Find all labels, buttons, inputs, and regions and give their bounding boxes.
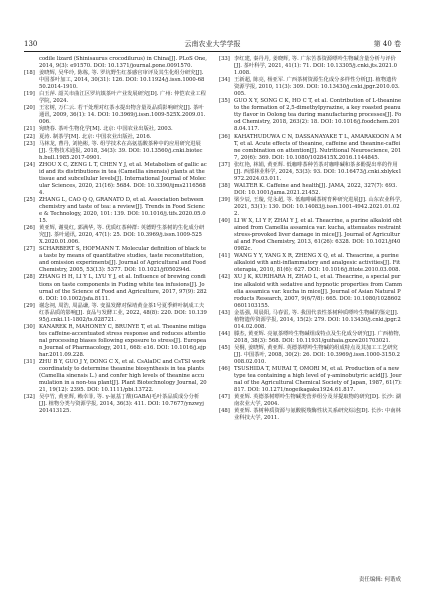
reference-item xyxy=(24,162,207,197)
reference-item xyxy=(219,274,402,309)
reference-item xyxy=(219,345,402,366)
reference-text: 黄亚辉, 谢曼红, 郭满华, 等. 优质红茶种群: 英德野生茶树的生化成分研究[J]. 茶叶通讯, 2020, 47(1): 25. DOI: 10.3969/j.issn.1009-525X.2020.01.006. xyxy=(39,225,205,246)
reference-item xyxy=(219,197,402,218)
reference-text: 吴亭竹, 黄亚辉, 赖幸菲, 等. γ-氨基丁酸(GABA)毛叶茶品质成分分析[J]. 植物分类与资源学报, 2014, 36(3): 411. DOI: 10.7677/ynzwyj201413125. xyxy=(39,394,204,415)
reference-item xyxy=(24,70,207,91)
reference-text: 吴桐, 姜晓辉, 黄亚辉. 英德茶嘌呤生物碱的组成特点及其加工工艺研究[J]. 中国茶叶, 2008, 30(2): 26. DOI: 10.3969/j.issn.1000-3150.2008.02.010. xyxy=(234,344,401,366)
reference-item xyxy=(24,91,207,105)
reference-number: [22] xyxy=(24,133,35,140)
reference-text: 李红建, 秦丹丹, 姜晓辉, 等. 广东苦茶资源嘌呤生物碱含量分析与评价[J]. 茶叶科学, 2021, 41(1): 71. DOI: 10.13305/j.cnki.jts.2021.01.008. xyxy=(234,56,398,77)
reference-item xyxy=(24,324,207,359)
reference-number: [39] xyxy=(219,196,230,203)
reference-text: ZHOU X C, ZENG L T, CHEN Y J, et al. Metabolism of gallic acid and its distributions in tea (Camellia sinensis) plants at the tissue and subcellular levels[J]. International Journal of Molecular Sciences, 2020, 21(16): 5684. DOI: 10.3390/ijms21165684. xyxy=(39,161,207,196)
reference-number: [29] xyxy=(24,302,35,309)
reference-text: ZHU B Y, GUO J Y, DONG C X, et al. CsAlaDC and CsTSI work coordinately to determine theanine biosynthesis in tea plants (Camellia sinensis L.) and confer high levels of theanine accumulation in a non-tea plant[J]. Plant Biotechnology Journal, 2021, 19(12): 2395. DOI: 10.1111/pbi.13722. xyxy=(39,359,207,394)
reference-item xyxy=(219,366,402,394)
reference-item xyxy=(24,126,207,133)
reference-number: [44] xyxy=(219,330,230,337)
reference-number: [19] xyxy=(24,91,35,98)
reference-item xyxy=(219,408,402,422)
references-left-column xyxy=(24,56,207,415)
reference-text: 马林龙, 曹丹, 刘艳彬, 等. 组学技术在高氨基酸茶种中的应用研究进展[J]. 生物技术通报, 2018, 34(3): 39. DOI: 10.13560/j.cnki.biotech.bull.1985.2017-0901. xyxy=(39,140,203,161)
reference-number: [43] xyxy=(219,309,230,316)
reference-number: [48] xyxy=(219,408,230,415)
reference-number: [31] xyxy=(24,359,35,366)
reference-number: [30] xyxy=(24,323,35,330)
reference-item xyxy=(219,253,402,274)
reference-number: [41] xyxy=(219,253,230,260)
page-number: 130 xyxy=(24,40,38,48)
reference-text: 夏涛. 制茶学[M]. 北京: 中国农业出版社, 2016. xyxy=(39,133,152,140)
reference-number: [27] xyxy=(24,246,35,253)
reference-number: [28] xyxy=(24,274,35,281)
reference-number: [45] xyxy=(219,344,230,351)
reference-item xyxy=(219,98,402,133)
reference-number: [26] xyxy=(24,225,35,232)
reference-number: [34] xyxy=(219,77,230,84)
reference-text: 王宏树, 万仁云. 若干处理对红茶水提出物含量及品质影响研究[J]. 茶叶通讯, 2009, 36(1): 14. DOI: 10.3969/j.issn.1009-525X.2009.01.006. xyxy=(39,105,206,126)
reference-text: SCHARBERT S, HOFMANN T. Molecular definition of black tea taste by means of quantitative studies, taste reconstitution, and omission experiments[J]. Journal of Agricultural and Food Chemistry, 2005, 53(13): 5377. DOI: 10.1021/jf050294d. xyxy=(39,246,207,274)
reference-text: codile lizard (Shinisaurus crocodilurus) in China[J]. PLoS One, 2014, 9(3): e91570. DOI: 10.1371/journal.pone.0091570. xyxy=(39,56,207,70)
reference-text: XU J K, KURIHARA H, ZHAO L, et al. Theacrine, a special purine alkaloid with sedative and hypnotic properties from Cammelia assamica var. kucha in mice[J]. Journal of Asian Natural Products Research, 2007, 9(6/7/8): 665. DOI: 10.1080/10286020601103155. xyxy=(234,274,402,309)
reference-item xyxy=(219,310,402,331)
reference-number: [46] xyxy=(219,366,230,373)
reference-text: 王新超, 陈亮, 杨亚军. 广西茶树资源生化成分多样性分析[J]. 植物遗传资源学报, 2010, 11(3): 309. DOI: 10.13430/j.cnki.jpgr.2010.03.005. xyxy=(234,77,400,98)
reference-text: 梁少辰, 王璇, 党永超, 等. 低咖啡碱茶树育种研究进展[J]. 山东农业科学, 2021, 53(1): 130. DOI: 10.14083/j.issn.1001-4942.2021.01.022. xyxy=(234,196,402,218)
reference-item xyxy=(24,274,207,302)
reference-text: ZHANG L, CAO Q Q, GRANATO D, et al. Association between chemistry and taste of tea: a review[J]. Trends in Food Science & Technology, 2020, 101: 139. DOI: 10.1016/j.tifs.2020.05.015. xyxy=(39,196,206,225)
reference-text: 张红艳, 林娟, 黄亚辉. 低咖啡茶种苦茶对咖啡碱和茶多酚提出率的作用[J]. 西部林业科学, 2024, 53(3): 93. DOI: 10.16473/j.cnki.xblykx1972.2024.03.011. xyxy=(234,161,402,182)
reference-number: [25] xyxy=(24,196,35,203)
reference-item xyxy=(24,303,207,324)
reference-number: [23] xyxy=(24,140,35,147)
reference-text: 宛晓春. 茶叶生物化学[M]. 北京: 中国农业出版社, 2003. xyxy=(39,126,173,133)
reference-item xyxy=(24,394,207,415)
reference-item xyxy=(24,141,207,162)
reference-number: [47] xyxy=(219,394,230,401)
reference-item xyxy=(219,394,402,408)
reference-item xyxy=(24,359,207,394)
running-header xyxy=(24,39,401,52)
reference-number: [24] xyxy=(24,161,35,168)
reference-text: 黄亚辉. 茶树种质资源与氨酸脱羧酶性状关系研究综述[D]. 长沙: 中南林业科技大学, 2011. xyxy=(234,408,401,422)
reference-item xyxy=(24,56,207,70)
reference-text: 姜晓辉, 吴华玲, 陈栋, 等. 罗坑野生红茶感官审评及其生化组分研究[J]. 中国茶叶加工, 2014, 30(31): 126. DOI: 10.11924/j.issn.1000-6850.2014-1910. xyxy=(39,70,205,91)
reference-number: [21] xyxy=(24,126,35,133)
reference-text: WANG Y Y, YANG X R, ZHENG X Q, et al. Theacrine, a purine alkaloid with anti-inflammatory and analgesic activities[J]. Fitoterapia, 2010, 81(6): 627. DOI: 10.1016/j.fitote.2010.03.008. xyxy=(234,253,401,274)
reference-text: 谢念祠, 周浩, 周晶谦, 等. 变温发酵对保靖黄金茶1号夏季鲜叶制成工夫红茶品质的影响[J]. 食品与发酵工业, 2022, 48(8): 220. DOI: 10.13995/j.cnki.11-1802/ts.028721. xyxy=(39,302,207,323)
reference-text: 滕杰, 黄亚辉. 亮氨茶嘌呤生物碱组成特点及生化成分研究[J]. 广西植物, 2018, 38(3): 568. DOI: 10.11931/guihaia.gxzw201703021. xyxy=(234,330,401,344)
volume-label: 第 40 卷 xyxy=(373,40,401,48)
reference-number: [20] xyxy=(24,105,35,112)
reference-text: LI W X, LI Y F, ZHAI Y J, et al. Theacrine, a purine alkaloid obtained from Camellia assamica var. kucha, attenuates restraint stress-provoked liver damage in mice[J]. Journal of Agricultural and Food Chemistry, 2013, 61(26): 6328. DOI: 10.1021/jf400982c. xyxy=(234,218,402,253)
reference-item xyxy=(219,56,402,77)
reference-number: [33] xyxy=(219,56,230,62)
reference-text: KANAREK R, MAHONEY C, BRUNYE T, et al. Theanine mitigates caffeine-accentuated stress response and reduces attentional processing biases following exposure to stress[J]. European Journal of Pharmacology, 2011, 668: e16. DOI: 10.1016/j.ejphar.2011.09.228. xyxy=(39,323,207,358)
reference-text: TSUSHIDA T, MURAI T, OMORI M, et al. Production of a new type tea containing a high level of γ-aminobutyric acid[J]. Journal of the Agricultural Chemical Society of Japan, 1987, 61(7): 817. DOI: 10.1271/nogeikagaku1924.61.817. xyxy=(234,366,402,394)
reference-text: KAHATHUDUWA C N, DASSANAYAKE T L, AMARAKOON A M T, et al. Acute effects of theanine, caffeine and theanine-caffeine combination on attention[J]. Nutritional Neuroscience, 2017, 20(6): 369. DOI: 10.1080/1028415X.2016.1144845. xyxy=(234,133,402,161)
reference-number: [42] xyxy=(219,274,230,281)
reference-item xyxy=(219,183,402,197)
responsible-editor: 责任编辑: 何谐成 xyxy=(358,577,401,583)
reference-text: GUO X Y, SONG C K, HO C T, et al. Contribution of L-theanine to the formation of 2,5-dimethylpyrazine, a key roasted peanutty flavor in Oolong tea during manufacturing processes[J]. Food Chemistry, 2018, 263(2): 18. DOI: 10.1016/j.foodchem.2018.04.117. xyxy=(234,98,402,133)
reference-item xyxy=(24,197,207,225)
reference-text: 黄亚辉. 英德茶树嘌呤生物碱类营养组分及芽提取物的研究[D]. 长沙: 湖南农业大学, 2004. xyxy=(234,394,401,408)
reference-text: ZHANG H H, LI Y L, LYU Y J, et al. Influence of brewing conditions on taste components in Fuding white tea infusions[J]. Journal of the Science of Food and Agriculture, 2017, 97(9): 2826. DOI: 10.1002/jsfa.8111. xyxy=(39,274,207,302)
reference-number: [40] xyxy=(219,218,230,225)
reference-text: 金基强, 周晨阳, 马春雷, 等. 我国代表性茶树种质嘌呤生物碱的鉴定[J]. 植物遗传资源学报, 2014, 15(2): 279. DOI: 10.13430/j.cnki.jpgr.2014.02.008. xyxy=(234,309,401,330)
reference-item xyxy=(24,134,207,141)
reference-item xyxy=(24,105,207,126)
reference-number: [37] xyxy=(219,161,230,168)
reference-number: [38] xyxy=(219,182,230,189)
reference-item xyxy=(219,331,402,345)
reference-item xyxy=(24,225,207,246)
reference-number: [35] xyxy=(219,98,230,105)
reference-item xyxy=(219,162,402,183)
reference-item xyxy=(219,77,402,98)
references-right-column xyxy=(219,56,402,422)
reference-number: [36] xyxy=(219,133,230,140)
reference-item xyxy=(219,218,402,253)
reference-text: WALTER K. Caffeine and health[J]. JAMA, 2022, 327(7): 693. DOI: 10.1001/jama.2021.21452. xyxy=(234,182,398,196)
reference-number: [32] xyxy=(24,394,35,401)
journal-title: 云南农业大学学报 xyxy=(184,40,241,48)
reference-number: [18] xyxy=(24,70,35,77)
reference-text: 白玉萍. 韶关市曲江区罗坑镇茶叶产业发展研究[D]. 广州: 仲恺农业工程学院, 2024. xyxy=(39,91,206,105)
reference-item xyxy=(24,246,207,274)
reference-item xyxy=(219,134,402,162)
